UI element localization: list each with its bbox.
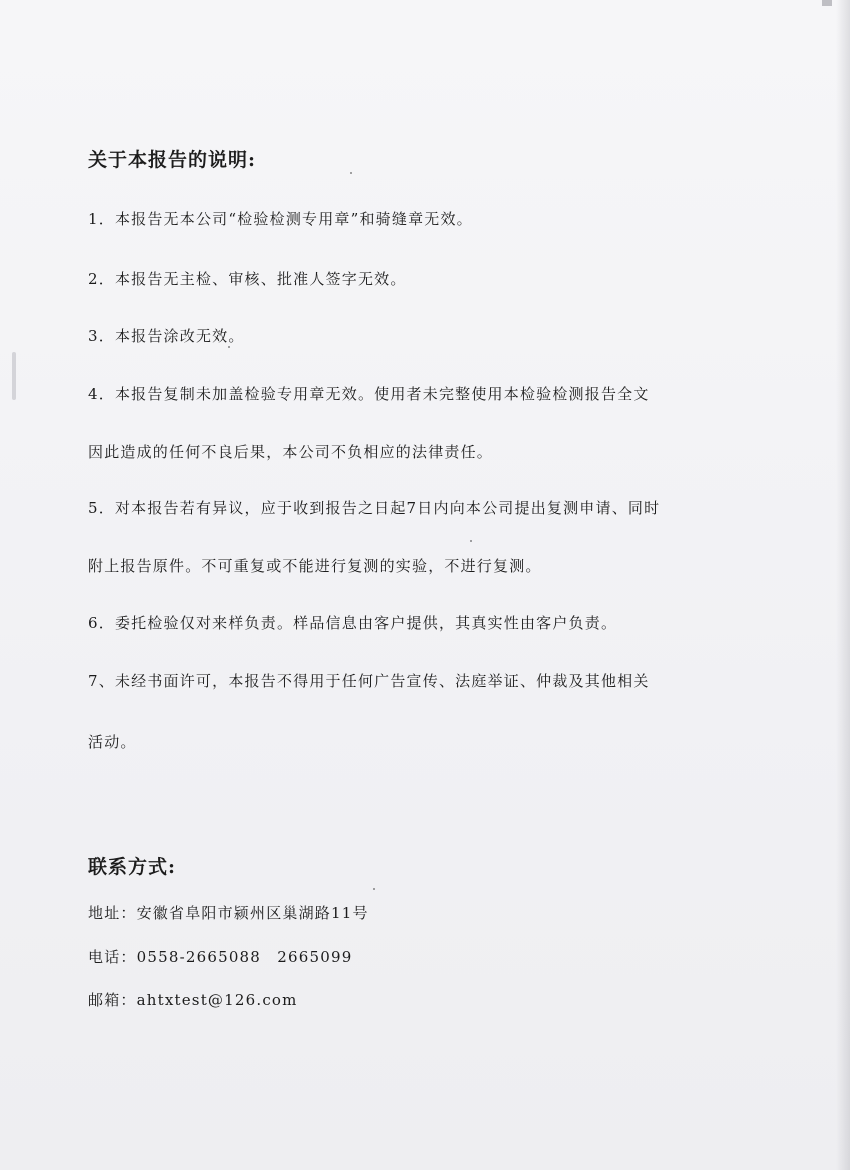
note-item-2: 2．本报告无主检、审核、批准人签字无效。 xyxy=(88,270,407,288)
scan-edge-shadow xyxy=(836,0,850,1170)
contact-email: 邮箱：ahtxtest@126.com xyxy=(88,991,298,1009)
note-item-5: 5．对本报告若有异议，应于收到报告之日起7日内向本公司提出复测申请、同时 xyxy=(88,499,661,517)
note-item-4-continued: 因此造成的任何不良后果，本公司不负相应的法律责任。 xyxy=(88,443,494,461)
note-item-7-continued: 活动。 xyxy=(88,733,137,751)
notes-title: 关于本报告的说明: xyxy=(88,149,257,171)
scan-margin-mark xyxy=(12,352,16,400)
note-item-1: 1．本报告无本公司“检验检测专用章”和骑缝章无效。 xyxy=(88,210,473,228)
note-item-6: 6．委托检验仅对来样负责。样品信息由客户提供，其真实性由客户负责。 xyxy=(88,614,618,632)
scan-speck xyxy=(373,888,375,890)
contact-address: 地址：安徽省阜阳市颍州区巢湖路11号 xyxy=(88,904,369,922)
note-item-5-continued: 附上报告原件。不可重复或不能进行复测的实验，不进行复测。 xyxy=(88,557,542,575)
note-item-3: 3．本报告涂改无效。 xyxy=(88,327,245,345)
note-item-4: 4．本报告复制未加盖检验专用章无效。使用者未完整使用本检验检测报告全文 xyxy=(88,385,650,403)
scan-speck xyxy=(228,346,230,348)
scan-speck xyxy=(350,172,352,174)
scan-corner-mark xyxy=(822,0,832,6)
scan-speck xyxy=(470,540,472,542)
contact-phone: 电话：0558-2665088 2665099 xyxy=(88,948,353,966)
contact-title: 联系方式: xyxy=(88,856,177,878)
note-item-7: 7、未经书面许可，本报告不得用于任何广告宣传、法庭举证、仲裁及其他相关 xyxy=(88,672,650,690)
